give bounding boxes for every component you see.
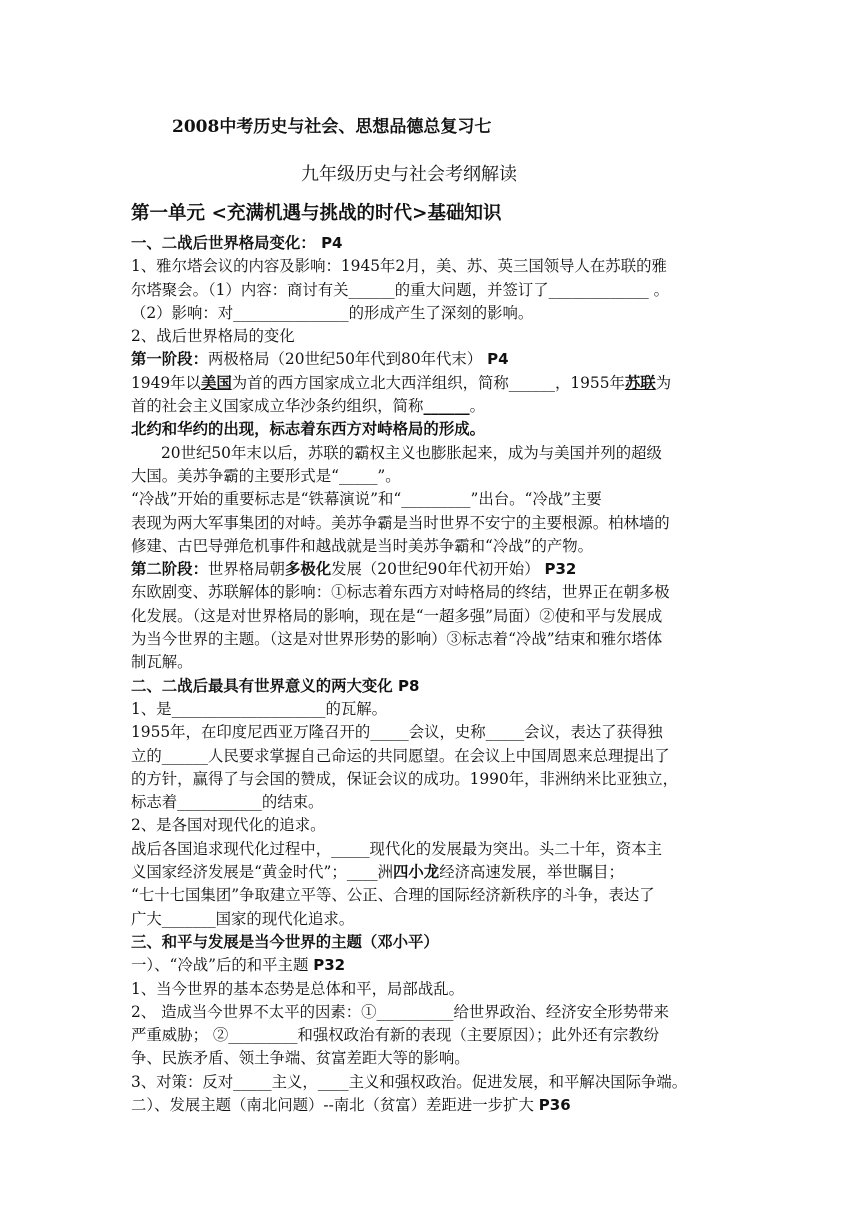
paragraph-line: 1955年，在印度尼西亚万隆召开的_____会议，史称_____会议，表达了获得独 [131, 723, 663, 742]
section-heading: 三、和平与发展是当今世界的主题（邓小平） [131, 932, 439, 951]
paragraph-line: 制瓦解。 [131, 653, 193, 672]
paragraph-line: 1、当今世界的基本态势是总体和平，局部战乱。 [131, 979, 464, 998]
paragraph-line: 严重威胁； ②_________和强权政治有新的表现（主要原因）；此外还有宗教纷 [131, 1026, 660, 1045]
paragraph-line: 3、对策：反对_____主义，____主义和强权政治。促进发展，和平解决国际争端。 [131, 1072, 688, 1091]
page-reference: P32 [544, 560, 577, 579]
paragraph-line: 2、战后世界格局的变化 [131, 327, 295, 346]
paragraph-line: 立的______人民要求掌握自己命运的共同愿望。在会议上中国周恩来总理提出了 [131, 746, 670, 765]
paragraph-line: 1949年以美国为首的西方国家成立北大西洋组织，简称______，1955年苏联为 [131, 373, 672, 392]
paragraph-line: 2、是各国对现代化的追求。 [131, 816, 326, 835]
section-heading: 二、二战后最具有世界意义的两大变化 P8 [131, 676, 420, 695]
page-reference: P36 [538, 1095, 571, 1114]
paragraph-line: 标志着___________的结束。 [131, 793, 324, 812]
document-body [131, 114, 731, 1117]
document-subtitle: 九年级历史与社会考纲解读 [301, 164, 517, 185]
paragraph-line: 大国。美苏争霸的主要形式是“_____”。 [131, 466, 401, 485]
paragraph-line: 东欧剧变、苏联解体的影响：①标志着东西方对峙格局的终结，世界正在朝多极 [131, 583, 670, 602]
subsection-heading: 二）、发展主题（南北问题）--南北（贫富）差距进一步扩大 P36 [131, 1095, 571, 1114]
paragraph-line: “冷战”开始的重要标志是“铁幕演说”和“_________”出台。“冷战”主要 [131, 490, 602, 509]
page-reference: P8 [398, 676, 420, 695]
paragraph-line: 的方针，赢得了与会国的赞成，保证会议的成功。1990年，非洲纳米比亚独立， [131, 769, 679, 788]
paragraph-line: 首的社会主义国家成立华沙条约组织，简称______。 [131, 397, 486, 416]
paragraph-line: 表现为两大军事集团的对峙。美苏争霸是当时世界不安宁的主要根源。柏林墙的 [131, 513, 670, 532]
page-reference: P4 [487, 350, 509, 369]
stage-heading: 第一阶段：两极格局（20世纪50年代到80年代末） P4 [131, 350, 509, 369]
emphasis-line: 北约和华约的出现，标志着东西方对峙格局的形成。 [131, 420, 485, 439]
paragraph-line: 2、 造成当今世界不太平的因素：①__________给世界政治、经济安全形势带来 [131, 1002, 669, 1021]
paragraph-line: 为当今世界的主题。（这是对世界形势的影响）③标志着“冷战”结束和雅尔塔体 [131, 630, 663, 649]
paragraph-line: 修建、古巴导弹危机事件和越战就是当时美苏争霸和“冷战”的产物。 [131, 536, 594, 555]
unit-heading: 第一单元 <充满机遇与挑战的时代>基础知识 [131, 203, 502, 224]
section-heading: 一、二战后世界格局变化： P4 [131, 234, 343, 252]
paragraph-line: 争、民族矛盾、领土争端、贫富差距大等的影响。 [131, 1049, 470, 1068]
page-reference: P4 [321, 234, 343, 252]
paragraph-line: 化发展。（这是对世界格局的影响，现在是“一超多强”局面）②使和平与发展成 [131, 606, 663, 625]
paragraph-line: 1、雅尔塔会议的内容及影响：1945年2月，美、苏、英三国领导人在苏联的雅 [131, 257, 667, 276]
paragraph-line: 20世纪50年末以后，苏联的霸权主义也膨胀起来，成为与美国并列的超级 [161, 443, 662, 462]
paragraph-line: “七十七国集团”争取建立平等、公正、合理的国际经济新秩序的斗争，表达了 [131, 886, 655, 905]
paragraph-line: （2）影响：对_______________的形成产生了深刻的影响。 [131, 303, 534, 322]
stage-heading: 第二阶段：世界格局朝多极化发展（20世纪90年代初开始） P32 [131, 560, 577, 579]
subsection-heading: 一）、“冷战”后的和平主题 P32 [131, 956, 346, 975]
page-reference: P32 [313, 956, 346, 975]
paragraph-line: 义国家经济发展是“黄金时代”；____洲四小龙经济高速发展，举世瞩目； [131, 863, 624, 882]
paragraph-line: 战后各国追求现代化过程中，_____现代化的发展最为突出。头二十年，资本主 [131, 839, 662, 858]
paragraph-line: 尔塔聚会。（1）内容：商讨有关______的重大问题，并签订了_____________ 。 [131, 280, 669, 299]
document-title: 2008中考历史与社会、思想品德总复习七 [172, 117, 492, 137]
paragraph-line: 1、是____________________的瓦解。 [131, 699, 388, 718]
paragraph-line: 广大_______国家的现代化追求。 [131, 909, 355, 928]
